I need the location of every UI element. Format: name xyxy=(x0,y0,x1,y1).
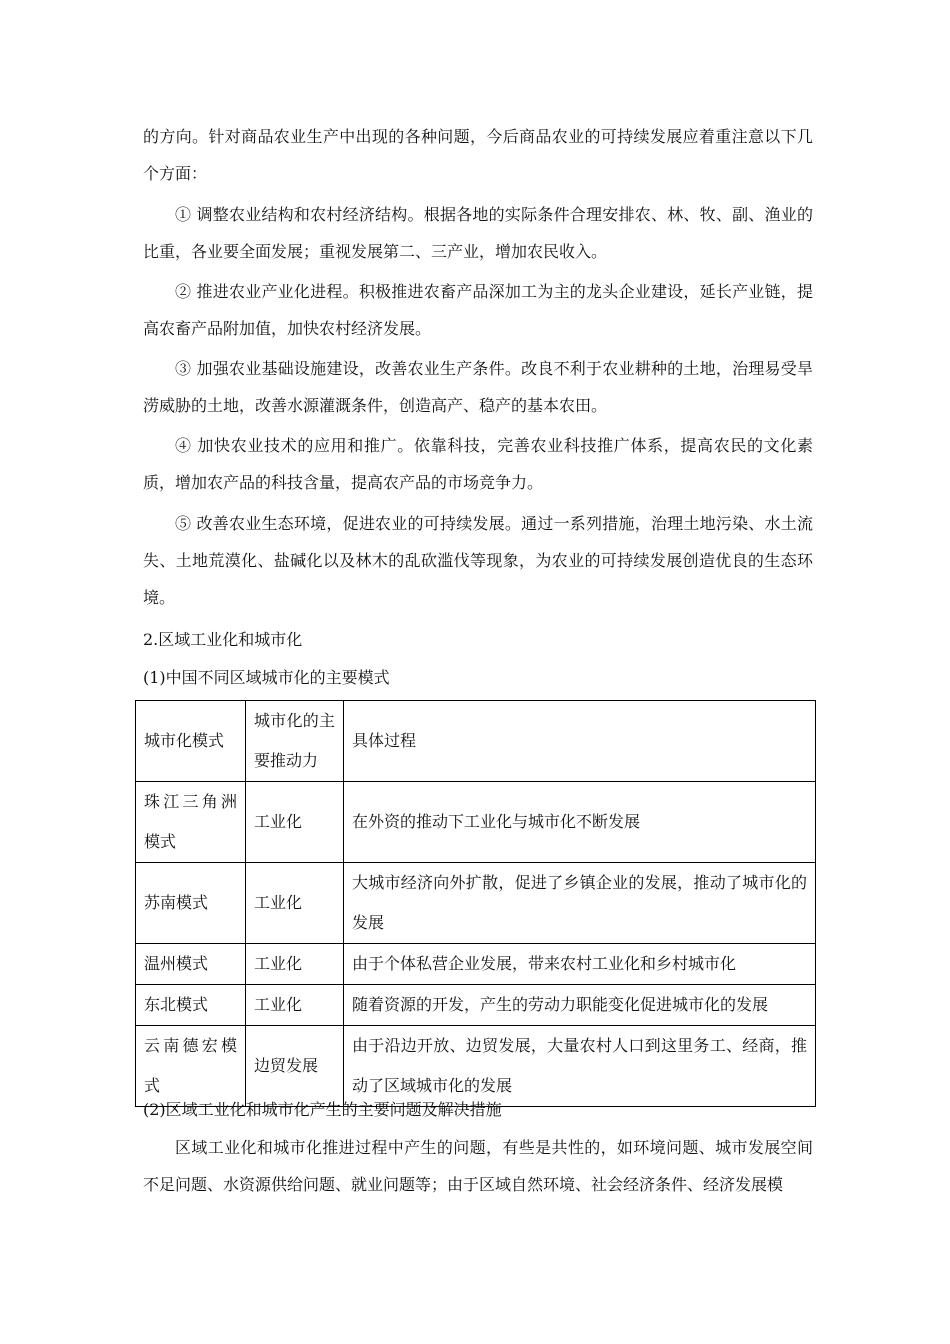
table-cell: 边贸发展 xyxy=(246,1026,344,1107)
table-cell: 在外资的推动下工业化与城市化不断发展 xyxy=(344,782,816,863)
paragraph-point-2: ② 推进农业产业化进程。积极推进农畜产品深加工为主的龙头企业建设，延长产业链，提高农畜产品附加值，加快农村经济发展。 xyxy=(143,282,813,338)
table-cell: 工业化 xyxy=(246,782,344,863)
section-heading: 2.区域工业化和城市化 xyxy=(143,630,303,649)
table-cell: 云南德宏模式 xyxy=(136,1026,246,1107)
table-cell: 由于沿边开放、边贸发展，大量农村人口到这里务工、经商，推动了区域城市化的发展 xyxy=(344,1026,816,1107)
table-cell: 珠江三角洲模式 xyxy=(136,782,246,863)
header-cell-driver: 城市化的主要推动力 xyxy=(246,701,344,782)
paragraph-point-1: ① 调整农业结构和农村经济结构。根据各地的实际条件合理安排农、林、牧、副、渔业的比重，各业要全面发展；重视发展第二、三产业，增加农民收入。 xyxy=(143,205,813,261)
table-cell: 工业化 xyxy=(246,863,344,944)
paragraph-point-4: ④ 加快农业技术的应用和推广。依靠科技，完善农业科技推广体系，提高农民的文化素质，增加农产品的科技含量，提高农产品的市场竞争力。 xyxy=(143,436,813,492)
table-row xyxy=(136,782,816,863)
table-row xyxy=(136,1026,816,1107)
table-cell: 苏南模式 xyxy=(136,863,246,944)
paragraph-point-3: ③ 加强农业基础设施建设，改善农业生产条件。改良不利于农业耕种的土地，治理易受旱涝威胁的土地，改善水源灌溉条件，创造高产、稳产的基本农田。 xyxy=(143,359,813,415)
header-cell-mode: 城市化模式 xyxy=(136,701,246,782)
paragraph-intro: 的方向。针对商品农业生产中出现的各种问题，今后商品农业的可持续发展应着重注意以下几个方面： xyxy=(143,127,813,183)
subheading-problems: (2)区域工业化和城市化产生的主要问题及解决措施 xyxy=(143,1100,502,1119)
table-cell: 工业化 xyxy=(246,944,344,985)
table-cell: 东北模式 xyxy=(136,985,246,1026)
header-cell-process: 具体过程 xyxy=(344,701,816,782)
table-cell: 由于个体私营企业发展，带来农村工业化和乡村城市化 xyxy=(344,944,816,985)
table-cell: 大城市经济向外扩散，促进了乡镇企业的发展，推动了城市化的发展 xyxy=(344,863,816,944)
table-row xyxy=(136,863,816,944)
table-caption: (1)中国不同区域城市化的主要模式 xyxy=(143,668,390,687)
paragraph-problems: 区域工业化和城市化推进过程中产生的问题，有些是共性的，如环境问题、城市发展空间不足问题、水资源供给问题、就业问题等；由于区域自然环境、社会经济条件、经济发展模 xyxy=(143,1138,813,1194)
table-cell: 随着资源的开发，产生的劳动力职能变化促进城市化的发展 xyxy=(344,985,816,1026)
table-cell: 工业化 xyxy=(246,985,344,1026)
table-cell: 温州模式 xyxy=(136,944,246,985)
paragraph-point-5: ⑤ 改善农业生态环境，促进农业的可持续发展。通过一系列措施，治理土地污染、水土流失、土地荒漠化、盐碱化以及林木的乱砍滥伐等现象，为农业的可持续发展创造优良的生态环境。 xyxy=(143,514,813,607)
table-row xyxy=(136,944,816,985)
urbanization-modes-table xyxy=(135,700,816,1107)
table-header-row xyxy=(136,701,816,782)
table-row xyxy=(136,985,816,1026)
